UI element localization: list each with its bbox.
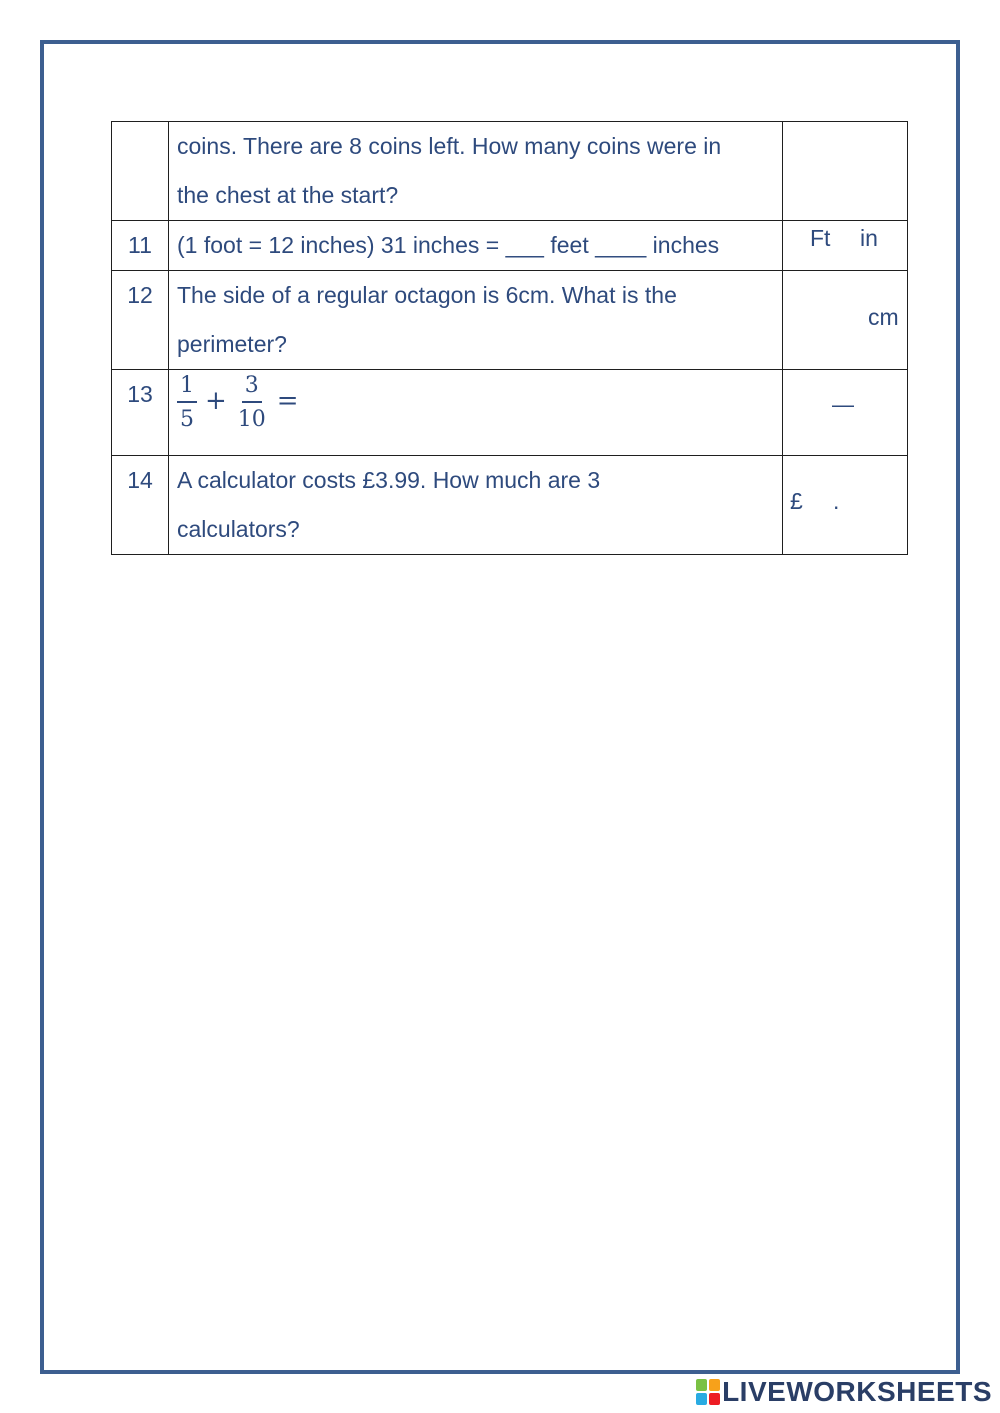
decimal-point: . [833, 488, 840, 514]
cm-unit-label: cm [868, 304, 899, 330]
table-row [112, 122, 908, 221]
pound-sign: £ [790, 488, 803, 514]
fraction-bar: — [832, 392, 854, 417]
fraction-three-tenths: $\frac{3}{10}$ [237, 373, 266, 432]
table-row [112, 370, 908, 456]
plus-sign: + [205, 386, 227, 416]
table-row [112, 221, 908, 271]
question-number: 14 [112, 456, 169, 555]
feet-unit-label: Ft [810, 225, 831, 251]
question-number: 12 [112, 271, 169, 370]
question-text [169, 370, 783, 456]
question-number: 13 [112, 370, 169, 456]
table-row [112, 456, 908, 555]
answer-box[interactable] [783, 370, 908, 456]
question-text: A calculator costs £3.99. How much are 3 calculators? [169, 456, 783, 555]
logo-text: LIVEWORKSHEETS [722, 1376, 992, 1407]
answer-box[interactable] [783, 271, 908, 370]
question-number: 11 [112, 221, 169, 271]
question-text: coins. There are 8 coins left. How many coins were in the chest at the start? [169, 122, 783, 221]
logo-mark-icon [696, 1379, 720, 1405]
fraction-expression [177, 370, 774, 431]
liveworksheets-logo [696, 1376, 992, 1408]
answer-box[interactable] [783, 122, 908, 221]
table-row [112, 271, 908, 370]
fraction-one-fifth: $\frac{1}{5}$ [177, 372, 197, 431]
answer-box[interactable] [783, 221, 908, 271]
question-number [112, 122, 169, 221]
questions-table [111, 121, 908, 555]
question-text: (1 foot = 12 inches) 31 inches = ___ feet ____ inches [169, 221, 783, 271]
answer-box[interactable] [783, 456, 908, 555]
question-text: The side of a regular octagon is 6cm. What is the perimeter? [169, 271, 783, 370]
inches-unit-label: in [860, 225, 878, 251]
equals-sign: = [276, 386, 299, 416]
